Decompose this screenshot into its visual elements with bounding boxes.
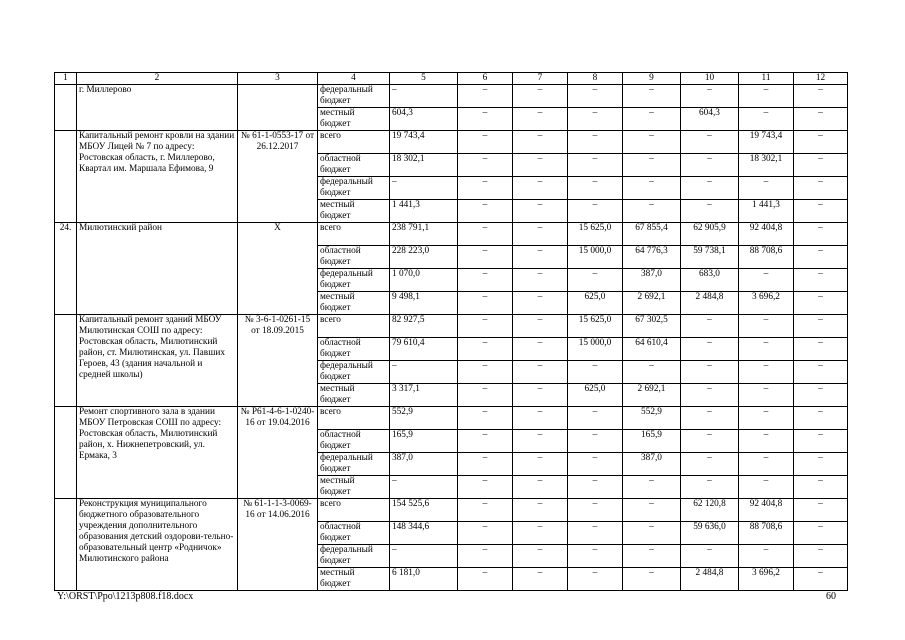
value-cell: 19 743,4 bbox=[739, 131, 794, 154]
value-cell: – bbox=[794, 407, 848, 430]
value-cell: 165,9 bbox=[390, 430, 458, 453]
value-cell: – bbox=[794, 292, 848, 315]
value-cell: 3 696,2 bbox=[739, 292, 794, 315]
funding-source-cell: федеральный бюджет bbox=[318, 545, 390, 568]
value-cell: – bbox=[390, 361, 458, 384]
value-cell: 238 791,1 bbox=[390, 223, 458, 246]
value-cell: – bbox=[794, 200, 848, 223]
value-cell: – bbox=[458, 407, 513, 430]
value-cell: – bbox=[458, 361, 513, 384]
value-cell: – bbox=[623, 361, 681, 384]
value-cell: – bbox=[458, 131, 513, 154]
value-cell: – bbox=[623, 545, 681, 568]
value-cell: – bbox=[794, 430, 848, 453]
value-cell: – bbox=[623, 568, 681, 591]
value-cell: – bbox=[794, 545, 848, 568]
value-cell: – bbox=[794, 223, 848, 246]
funding-source-cell: федеральный бюджет bbox=[318, 85, 390, 108]
value-cell: – bbox=[681, 154, 739, 177]
value-cell: – bbox=[458, 453, 513, 476]
value-cell: 79 610,4 bbox=[390, 338, 458, 361]
value-cell: – bbox=[458, 430, 513, 453]
value-cell: – bbox=[681, 476, 739, 499]
value-cell: – bbox=[794, 246, 848, 269]
funding-source-cell: местный бюджет bbox=[318, 108, 390, 131]
value-cell: 15 000,0 bbox=[568, 338, 623, 361]
funding-source-cell: областной бюджет bbox=[318, 430, 390, 453]
header-cell: 7 bbox=[513, 73, 568, 85]
value-cell: – bbox=[568, 407, 623, 430]
value-cell: – bbox=[794, 154, 848, 177]
value-cell: – bbox=[681, 177, 739, 200]
value-cell: – bbox=[681, 315, 739, 338]
value-cell: – bbox=[458, 177, 513, 200]
table-row bbox=[55, 315, 848, 338]
value-cell: 64 610,4 bbox=[623, 338, 681, 361]
value-cell: 18 302,1 bbox=[739, 154, 794, 177]
row-number-cell bbox=[55, 131, 77, 223]
document-cell: Х bbox=[238, 223, 318, 315]
funding-source-cell: областной бюджет bbox=[318, 154, 390, 177]
value-cell: – bbox=[739, 453, 794, 476]
value-cell: 15 625,0 bbox=[568, 223, 623, 246]
document-cell: № 3-6-1-0261-15 от 18.09.2015 bbox=[238, 315, 318, 407]
value-cell: – bbox=[739, 430, 794, 453]
value-cell: – bbox=[794, 361, 848, 384]
value-cell: – bbox=[568, 453, 623, 476]
header-cell: 9 bbox=[623, 73, 681, 85]
document-cell: № 61-1-1-3-0069-16 от 14.06.2016 bbox=[238, 499, 318, 591]
value-cell: 604,3 bbox=[390, 108, 458, 131]
value-cell: 625,0 bbox=[568, 292, 623, 315]
value-cell: – bbox=[390, 545, 458, 568]
value-cell: – bbox=[458, 200, 513, 223]
value-cell: – bbox=[739, 361, 794, 384]
value-cell: 1 441,3 bbox=[390, 200, 458, 223]
value-cell: – bbox=[623, 522, 681, 545]
value-cell: – bbox=[513, 85, 568, 108]
value-cell: 2 692,1 bbox=[623, 292, 681, 315]
document-cell: № Р61-4-6-1-0240-16 от 19.04.2016 bbox=[238, 407, 318, 499]
value-cell: – bbox=[513, 269, 568, 292]
value-cell: 552,9 bbox=[623, 407, 681, 430]
value-cell: – bbox=[390, 85, 458, 108]
header-cell: 8 bbox=[568, 73, 623, 85]
value-cell: – bbox=[623, 177, 681, 200]
value-cell: – bbox=[513, 177, 568, 200]
value-cell: – bbox=[623, 200, 681, 223]
value-cell: – bbox=[458, 269, 513, 292]
value-cell: – bbox=[568, 545, 623, 568]
value-cell: – bbox=[681, 361, 739, 384]
header-cell: 6 bbox=[458, 73, 513, 85]
value-cell: 67 855,4 bbox=[623, 223, 681, 246]
row-number-cell: 24. bbox=[55, 223, 77, 315]
header-row bbox=[55, 73, 848, 85]
value-cell: 88 708,6 bbox=[739, 522, 794, 545]
value-cell: 228 223,0 bbox=[390, 246, 458, 269]
funding-source-cell: местный бюджет bbox=[318, 476, 390, 499]
value-cell: – bbox=[458, 499, 513, 522]
value-cell: – bbox=[568, 200, 623, 223]
value-cell: 2 692,1 bbox=[623, 384, 681, 407]
value-cell: – bbox=[458, 108, 513, 131]
value-cell: – bbox=[794, 269, 848, 292]
value-cell: – bbox=[513, 361, 568, 384]
value-cell: – bbox=[568, 131, 623, 154]
value-cell: – bbox=[739, 85, 794, 108]
value-cell: – bbox=[794, 177, 848, 200]
value-cell: 64 776,3 bbox=[623, 246, 681, 269]
value-cell: – bbox=[681, 407, 739, 430]
value-cell: – bbox=[513, 476, 568, 499]
value-cell: – bbox=[390, 476, 458, 499]
value-cell: – bbox=[513, 200, 568, 223]
value-cell: – bbox=[739, 269, 794, 292]
funding-source-cell: всего bbox=[318, 407, 390, 430]
value-cell: 604,3 bbox=[681, 108, 739, 131]
value-cell: – bbox=[458, 476, 513, 499]
value-cell: 82 927,5 bbox=[390, 315, 458, 338]
funding-source-cell: местный бюджет bbox=[318, 384, 390, 407]
value-cell: – bbox=[794, 522, 848, 545]
value-cell: 3 696,2 bbox=[739, 568, 794, 591]
value-cell: – bbox=[739, 338, 794, 361]
header-cell: 2 bbox=[77, 73, 238, 85]
value-cell: – bbox=[458, 223, 513, 246]
value-cell: – bbox=[794, 453, 848, 476]
value-cell: 154 525,6 bbox=[390, 499, 458, 522]
value-cell: 19 743,4 bbox=[390, 131, 458, 154]
value-cell: – bbox=[513, 430, 568, 453]
value-cell: – bbox=[794, 499, 848, 522]
funding-source-cell: федеральный бюджет bbox=[318, 453, 390, 476]
value-cell: – bbox=[568, 430, 623, 453]
funding-source-cell: областной бюджет bbox=[318, 522, 390, 545]
funding-source-cell: федеральный бюджет bbox=[318, 177, 390, 200]
table-row bbox=[55, 499, 848, 522]
header-cell: 1 bbox=[55, 73, 77, 85]
value-cell: 18 302,1 bbox=[390, 154, 458, 177]
value-cell: 2 484,8 bbox=[681, 292, 739, 315]
value-cell: – bbox=[513, 154, 568, 177]
value-cell: – bbox=[458, 292, 513, 315]
value-cell: – bbox=[623, 476, 681, 499]
value-cell: – bbox=[623, 154, 681, 177]
value-cell: – bbox=[794, 384, 848, 407]
value-cell: – bbox=[739, 177, 794, 200]
value-cell: – bbox=[623, 85, 681, 108]
value-cell: 387,0 bbox=[390, 453, 458, 476]
row-number-cell bbox=[55, 315, 77, 407]
value-cell: 59 636,0 bbox=[681, 522, 739, 545]
value-cell: – bbox=[513, 499, 568, 522]
value-cell: – bbox=[513, 108, 568, 131]
value-cell: – bbox=[513, 338, 568, 361]
value-cell: 165,9 bbox=[623, 430, 681, 453]
header-cell: 10 bbox=[681, 73, 739, 85]
value-cell: – bbox=[568, 269, 623, 292]
value-cell: 552,9 bbox=[390, 407, 458, 430]
funding-source-cell: всего bbox=[318, 315, 390, 338]
value-cell: – bbox=[794, 315, 848, 338]
value-cell: – bbox=[568, 154, 623, 177]
object-name-cell: Капитальный ремонт зданий МБОУ Милютинская СОШ по адресу: Ростовская область, Милютинский район, ст. Милютинская, ул. Павших Героев, 43 (здания начальной и средней школы) bbox=[77, 315, 238, 407]
value-cell: – bbox=[568, 108, 623, 131]
funding-source-cell: всего bbox=[318, 223, 390, 246]
value-cell: – bbox=[794, 476, 848, 499]
funding-source-cell: местный бюджет bbox=[318, 568, 390, 591]
row-number-cell bbox=[55, 85, 77, 131]
value-cell: – bbox=[794, 568, 848, 591]
value-cell: – bbox=[458, 338, 513, 361]
value-cell: – bbox=[458, 246, 513, 269]
object-name-cell: Реконструкция муниципального бюджетного образовательного учреждения дополнительного образования детский оздорови-тельно-образовательный центр «Родничок» Милютинского района bbox=[77, 499, 238, 591]
object-name-cell: Капитальный ремонт кровли на здании МБОУ Лицей № 7 по адресу: Ростовская область, г. Миллерово, Квартал им. Маршала Ефимова, 9 bbox=[77, 131, 238, 223]
value-cell: – bbox=[568, 177, 623, 200]
value-cell: 6 181,0 bbox=[390, 568, 458, 591]
header-cell: 3 bbox=[238, 73, 318, 85]
value-cell: 88 708,6 bbox=[739, 246, 794, 269]
value-cell: – bbox=[739, 407, 794, 430]
value-cell: – bbox=[794, 338, 848, 361]
value-cell: 15 625,0 bbox=[568, 315, 623, 338]
value-cell: – bbox=[681, 430, 739, 453]
value-cell: – bbox=[739, 315, 794, 338]
value-cell: – bbox=[681, 85, 739, 108]
value-cell: – bbox=[623, 131, 681, 154]
value-cell: – bbox=[681, 338, 739, 361]
value-cell: – bbox=[513, 407, 568, 430]
value-cell: – bbox=[513, 223, 568, 246]
table-row bbox=[55, 407, 848, 430]
value-cell: 1 070,0 bbox=[390, 269, 458, 292]
value-cell: – bbox=[513, 522, 568, 545]
value-cell: 92 404,8 bbox=[739, 223, 794, 246]
footer-file-path: Y:\ORST\Ppo\1213p808.f18.docx bbox=[57, 591, 194, 602]
value-cell: 387,0 bbox=[623, 269, 681, 292]
table-row bbox=[55, 85, 848, 108]
funding-source-cell: областной бюджет bbox=[318, 338, 390, 361]
value-cell: – bbox=[739, 384, 794, 407]
value-cell: – bbox=[513, 384, 568, 407]
value-cell: 3 317,1 bbox=[390, 384, 458, 407]
value-cell: 9 498,1 bbox=[390, 292, 458, 315]
funding-source-cell: местный бюджет bbox=[318, 292, 390, 315]
funding-source-cell: федеральный бюджет bbox=[318, 361, 390, 384]
document-cell: № 61-1-0553-17 от 26.12.2017 bbox=[238, 131, 318, 223]
value-cell: – bbox=[513, 545, 568, 568]
budget-table bbox=[54, 72, 848, 591]
value-cell: – bbox=[568, 522, 623, 545]
value-cell: – bbox=[739, 108, 794, 131]
value-cell: 387,0 bbox=[623, 453, 681, 476]
header-cell: 4 bbox=[318, 73, 390, 85]
object-name-cell: Милютинский район bbox=[77, 223, 238, 315]
value-cell: – bbox=[458, 85, 513, 108]
funding-source-cell: федеральный бюджет bbox=[318, 269, 390, 292]
value-cell: – bbox=[681, 384, 739, 407]
value-cell: – bbox=[513, 292, 568, 315]
value-cell: – bbox=[513, 568, 568, 591]
value-cell: 683,0 bbox=[681, 269, 739, 292]
table-row bbox=[55, 131, 848, 154]
value-cell: – bbox=[568, 499, 623, 522]
value-cell: 59 738,1 bbox=[681, 246, 739, 269]
value-cell: – bbox=[681, 545, 739, 568]
row-number-cell bbox=[55, 407, 77, 499]
value-cell: 1 441,3 bbox=[739, 200, 794, 223]
value-cell: – bbox=[513, 131, 568, 154]
value-cell: – bbox=[681, 200, 739, 223]
value-cell: – bbox=[794, 131, 848, 154]
value-cell: – bbox=[568, 568, 623, 591]
value-cell: 625,0 bbox=[568, 384, 623, 407]
value-cell: – bbox=[458, 154, 513, 177]
object-name-cell: Ремонт спортивного зала в здании МБОУ Петровская СОШ по адресу: Ростовская область, Милютинский район, х. Нижнепетровский, ул. Ермака, 3 bbox=[77, 407, 238, 499]
value-cell: – bbox=[458, 568, 513, 591]
footer-page-number: 60 bbox=[826, 591, 836, 602]
funding-source-cell: областной бюджет bbox=[318, 246, 390, 269]
value-cell: – bbox=[458, 545, 513, 568]
table-row bbox=[55, 223, 848, 246]
value-cell: – bbox=[681, 131, 739, 154]
funding-source-cell: всего bbox=[318, 131, 390, 154]
value-cell: – bbox=[794, 108, 848, 131]
funding-source-cell: местный бюджет bbox=[318, 200, 390, 223]
value-cell: 62 905,9 bbox=[681, 223, 739, 246]
object-name-cell: г. Миллерово bbox=[77, 85, 238, 131]
value-cell: – bbox=[513, 315, 568, 338]
value-cell: 148 344,6 bbox=[390, 522, 458, 545]
funding-source-cell: всего bbox=[318, 499, 390, 522]
value-cell: 15 000,0 bbox=[568, 246, 623, 269]
value-cell: – bbox=[739, 476, 794, 499]
value-cell: – bbox=[681, 453, 739, 476]
value-cell: – bbox=[568, 476, 623, 499]
header-cell: 5 bbox=[390, 73, 458, 85]
value-cell: – bbox=[794, 85, 848, 108]
header-cell: 11 bbox=[739, 73, 794, 85]
value-cell: – bbox=[458, 315, 513, 338]
value-cell: 2 484,8 bbox=[681, 568, 739, 591]
value-cell: – bbox=[739, 545, 794, 568]
value-cell: – bbox=[568, 85, 623, 108]
value-cell: – bbox=[623, 108, 681, 131]
value-cell: 67 302,5 bbox=[623, 315, 681, 338]
value-cell: 92 404,8 bbox=[739, 499, 794, 522]
value-cell: 62 120,8 bbox=[681, 499, 739, 522]
value-cell: – bbox=[458, 384, 513, 407]
value-cell: – bbox=[458, 522, 513, 545]
header-cell: 12 bbox=[794, 73, 848, 85]
value-cell: – bbox=[513, 453, 568, 476]
value-cell: – bbox=[513, 246, 568, 269]
value-cell: – bbox=[390, 177, 458, 200]
document-cell bbox=[238, 85, 318, 131]
value-cell: – bbox=[623, 499, 681, 522]
row-number-cell bbox=[55, 499, 77, 591]
value-cell: – bbox=[568, 361, 623, 384]
